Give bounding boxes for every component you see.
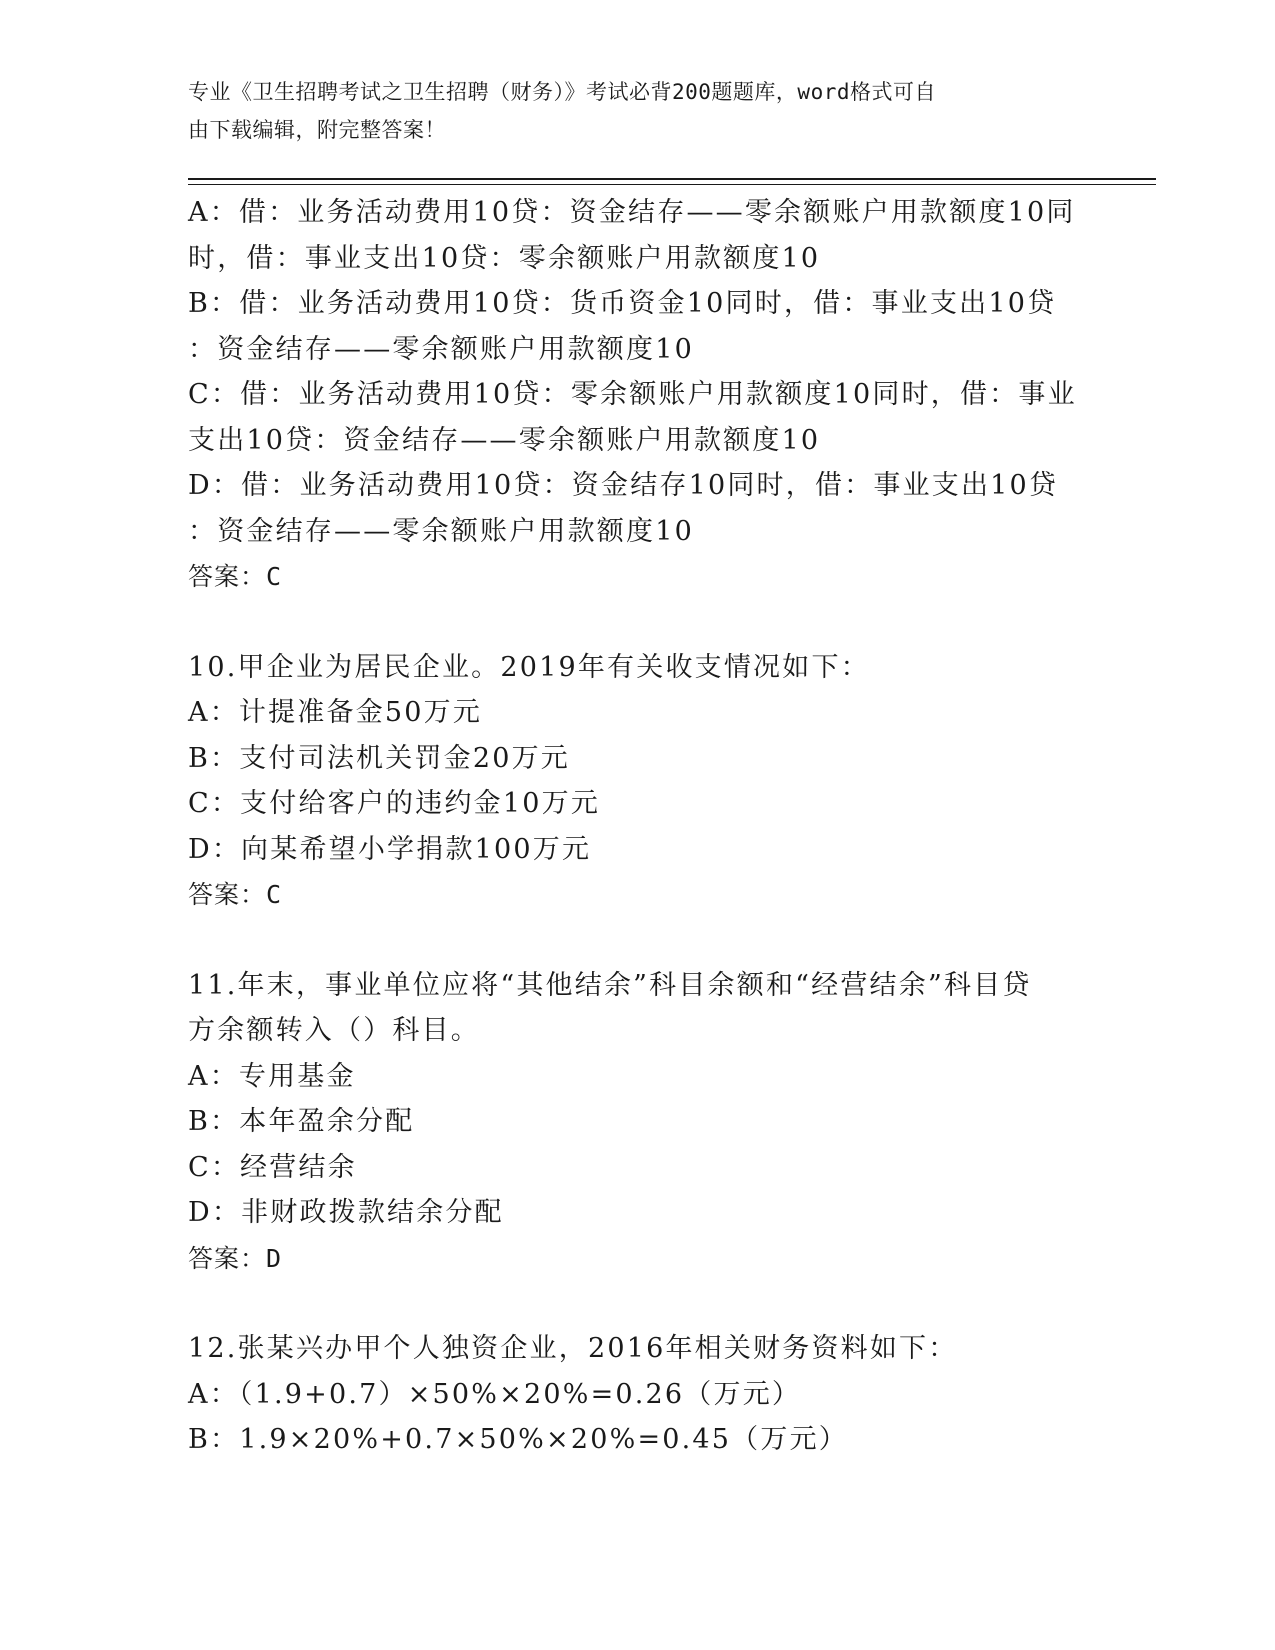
question-stem-line-2: 方余额转入（）科目。 — [188, 1015, 480, 1046]
question-11 — [188, 963, 1078, 1282]
option-c-line-2: 支出10贷：资金结存——零余额账户用款额度10 — [188, 424, 821, 456]
option-d: D：向某希望小学捐款100万元 — [188, 833, 592, 865]
spacer — [188, 600, 1078, 645]
option-a-line-1: A：借：业务活动费用10贷：资金结存——零余额账户用款额度10同 — [188, 197, 1076, 228]
header-rule-thick — [188, 178, 1156, 180]
question-stem: 10.甲企业为居民企业。2019年有关收支情况如下： — [188, 651, 870, 683]
option-a: A：专用基金 — [188, 1060, 356, 1092]
option-c: C：支付给客户的违约金10万元 — [188, 788, 601, 819]
option-d-line-1: D：借：业务活动费用10贷：资金结存10同时，借：事业支出10贷 — [188, 470, 1059, 501]
option-d: D：非财政拨款结余分配 — [188, 1197, 504, 1228]
option-b-line-1: B：借：业务活动费用10贷：货币资金10同时，借：事业支出10贷 — [188, 288, 1057, 319]
question-content — [188, 190, 1078, 1463]
question-stem-line-1: 11.年末，事业单位应将“其他结余”科目余额和“经营结余”科目贷 — [188, 969, 1032, 1001]
option-b: B：支付司法机关罚金20万元 — [188, 742, 570, 774]
option-b-line-2: ：资金结存——零余额账户用款额度10 — [188, 333, 694, 365]
option-d-line-2: ：资金结存——零余额账户用款额度10 — [188, 515, 694, 547]
page-header — [188, 73, 1068, 149]
option-a: A：计提准备金50万元 — [188, 697, 483, 728]
header-title-line-1: 专业《卫生招聘考试之卫生招聘（财务）》考试必背200题题库，word格式可自 — [188, 80, 936, 104]
option-c-line-1: C：借：业务活动费用10贷：零余额账户用款额度10同时，借：事业 — [188, 379, 1077, 410]
header-rule-thin — [188, 184, 1156, 185]
answer-line: 答案：C — [188, 562, 283, 591]
option-b: B：1.9×20%+0.7×50%×20%=0.45（万元） — [188, 1424, 848, 1455]
answer-line: 答案：C — [188, 880, 283, 909]
question-10 — [188, 645, 1078, 918]
question-stem: 12.张某兴办甲个人独资企业，2016年相关财务资料如下： — [188, 1333, 958, 1364]
header-title-line-2: 由下载编辑，附完整答案！ — [188, 118, 446, 142]
answer-line: 答案：D — [188, 1243, 283, 1273]
option-a-line-2: 时，借：事业支出10贷：零余额账户用款额度10 — [188, 242, 821, 274]
option-a: A：（1.9+0.7）×50%×20%=0.26（万元） — [188, 1378, 802, 1410]
option-b: B：本年盈余分配 — [188, 1106, 415, 1137]
spacer — [188, 918, 1078, 963]
question-12 — [188, 1326, 1078, 1463]
option-c: C：经营结余 — [188, 1151, 357, 1183]
spacer — [188, 1281, 1078, 1326]
question-9 — [188, 190, 1078, 600]
